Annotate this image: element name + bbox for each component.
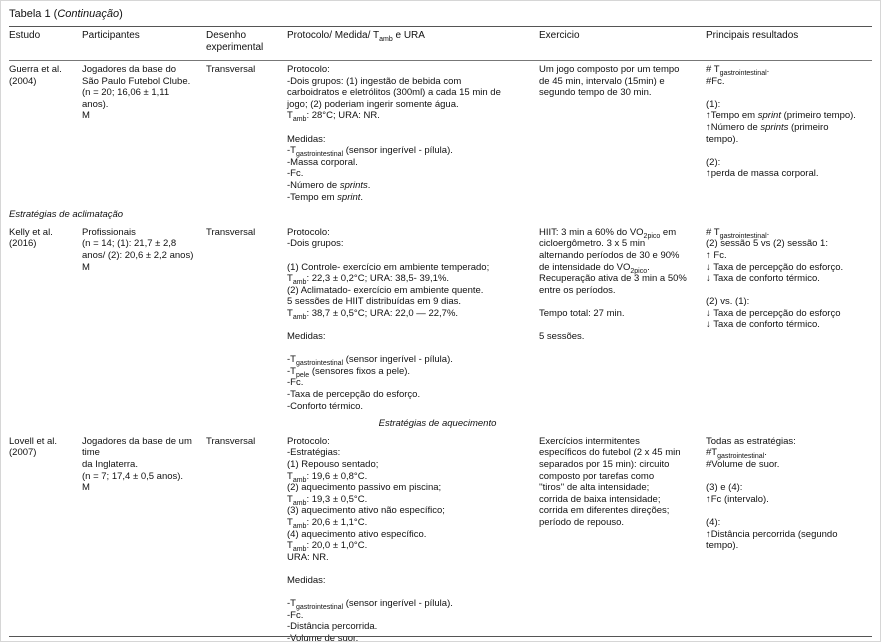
cell-line: $T_{amb}$: 20,6 ± 1,1°C. — [287, 516, 368, 530]
cell-line: anos/ (2): 20,6 ± 2,2 anos) — [82, 249, 194, 261]
cell-line — [287, 343, 533, 355]
cell-line: (2): — [706, 156, 721, 168]
cell-line: Jogadores da base do — [82, 64, 177, 75]
cell-line: $T_{amb}$: 19,6 ± 0,8°C. — [287, 470, 368, 484]
table-body — [9, 61, 872, 642]
cell-resultados — [706, 224, 872, 416]
col-header-participantes: Participantes — [82, 27, 206, 61]
cell-line: tempo). — [706, 133, 739, 145]
col-header-protocolo-medida: Protocolo/ Medida/ $T_{amb}$ e URA — [287, 27, 539, 61]
cell-line: Lovell et al. — [9, 435, 58, 447]
cell-line: (3) aquecimento ativo não específico; — [287, 505, 445, 517]
cell-desenho — [206, 224, 287, 416]
cell-line: carboidratos e eletrólitos (300ml) a cada 15 min de — [287, 87, 501, 99]
cell-line: jogo; (2) poderiam ingerir somente água. — [287, 98, 459, 110]
cell-line: ''tiros'' de alta intensidade; — [539, 482, 650, 494]
cell-line: composto por tarefas como — [539, 470, 655, 482]
cell-desenho — [206, 433, 287, 642]
cell-line: -Massa corporal. — [287, 156, 358, 168]
table-bottom-rule — [9, 636, 872, 637]
cell-line: (2) Aclimatado- exercício em ambiente quente. — [287, 284, 484, 296]
cell-line: $-T_{gastrointestinal}$ (sensor ingerível - pílula). — [287, 145, 453, 159]
cell-line: corrida em diferentes direções; — [539, 505, 670, 517]
cell-line: ↑Distância percorrida (segundo — [706, 528, 838, 540]
cell-line: de 45 min, intervalo (15min) e — [539, 75, 665, 87]
col-header-exercicio: Exercicio — [539, 27, 706, 61]
cell-line: 5 sessões de HIIT distribuídas em 9 dias. — [287, 296, 462, 308]
cell-line — [287, 250, 533, 262]
cell-line — [539, 296, 700, 308]
cell-line: Recuperação ativa de 3 min a 50% — [539, 273, 687, 285]
cell-line: tempo). — [706, 540, 739, 552]
cell-line: $-T_{gastrointestinal}$ (sensor ingerível - pílula). — [287, 598, 453, 612]
cell-line: URA: NR. — [287, 551, 329, 563]
col-header-desenho-experimental: Desenho experimental — [206, 27, 287, 61]
table-row — [9, 61, 872, 207]
cell-resultados — [706, 61, 872, 207]
cell-line: Jogadores da base de um — [82, 435, 192, 447]
cell-exercicio — [539, 433, 706, 642]
cell-line: Transversal — [206, 435, 256, 447]
cell-estudo — [9, 61, 82, 207]
cell-line: (2) aquecimento passivo em piscina; — [287, 482, 442, 494]
cell-line: Protocolo: — [287, 226, 330, 238]
cell-line: $-T_{pele}$ (sensores fixos a pele). — [287, 365, 411, 379]
cell-line: Exercícios intermitentes — [539, 435, 640, 447]
cell-line: time — [82, 447, 100, 459]
cell-line: ↓ Taxa de percepção do esforço — [706, 307, 841, 319]
cell-line: (n = 20; 16,06 ± 1,11 — [82, 87, 170, 99]
col-header-principais-resultados: Principais resultados — [706, 27, 872, 61]
cell-line: Kelly et al. — [9, 226, 53, 238]
cell-line: -Fc. — [287, 609, 304, 621]
cell-line: -Fc. — [287, 377, 304, 389]
cell-estudo — [9, 433, 82, 642]
cell-line: (4) aquecimento ativo específico. — [287, 528, 427, 540]
cell-line: Tempo total: 27 min. — [539, 307, 625, 319]
cell-line: -Dois grupos: (1) ingestão de bebida com — [287, 75, 462, 87]
cell-line: São Paulo Futebol Clube. — [82, 75, 191, 87]
table-header — [9, 27, 872, 61]
cell-line: cicloergômetro. 3 x 5 min — [539, 238, 646, 250]
cell-line: segundo tempo de 30 min. — [539, 87, 652, 99]
cell-exercicio — [539, 61, 706, 207]
cell-line: Profissionais — [82, 226, 136, 238]
col-header-estudo: Estudo — [9, 27, 82, 61]
table-caption: Tabela 1 (Continuação) — [9, 8, 123, 20]
cell-protocolo — [287, 224, 539, 416]
cell-line — [706, 471, 866, 483]
cell-line: (1) Controle- exercício em ambiente temperado; — [287, 261, 490, 273]
cell-line: (2) sessão 5 vs (2) sessão 1: — [706, 238, 828, 250]
cell-line: entre os períodos. — [539, 284, 616, 296]
cell-line: #Fc. — [706, 75, 725, 87]
cell-line: Um jogo composto por um tempo — [539, 64, 680, 75]
cell-line — [539, 319, 700, 331]
cell-line: Medidas: — [287, 133, 326, 145]
cell-line: -Número de sprints. — [287, 179, 371, 191]
cell-line: separados por 15 min): circuito — [539, 459, 670, 470]
cell-line: ↑ Fc. — [706, 249, 727, 261]
cell-line: (2007) — [9, 447, 37, 459]
section-header-row — [9, 415, 872, 433]
cell-line: -Estratégias: — [287, 447, 341, 459]
cell-line: Todas as estratégias: — [706, 435, 796, 447]
cell-line: $\#T_{gastrointestinal}$. — [706, 447, 767, 461]
cell-line: ↓ Taxa de conforto térmico. — [706, 319, 820, 331]
cell-participantes — [82, 61, 206, 207]
study-table — [9, 26, 872, 642]
cell-desenho — [206, 61, 287, 207]
section-header: Estratégias de aquecimento — [378, 418, 497, 430]
cell-line — [287, 319, 533, 331]
cell-line: -Dois grupos: — [287, 238, 344, 250]
cell-line: $T_{amb}$: 22,3 ± 0,2°C; URA: 38,5- 39,1%. — [287, 273, 450, 286]
cell-line — [287, 122, 533, 134]
cell-line: Protocolo: — [287, 64, 330, 75]
cell-line: ↓ Taxa de percepção do esforço. — [706, 261, 844, 273]
cell-line: (n = 7; 17,4 ± 0,5 anos). — [82, 470, 184, 482]
cell-line: $-T_{gastrointestinal}$ (sensor ingerível - pílula). — [287, 354, 453, 368]
cell-line: ↑Fc (intervalo). — [706, 493, 769, 505]
cell-line: ↑Tempo em sprint (primeiro tempo). — [706, 110, 856, 122]
table-row — [9, 433, 872, 642]
cell-line: 5 sessões. — [539, 331, 585, 343]
cell-line: ↑perda de massa corporal. — [706, 168, 819, 180]
cell-line: (n = 14; (1): 21,7 ± 2,8 — [82, 238, 177, 250]
cell-line: HIIT: 3 min a 60% do $VO_{2pico}$ em — [539, 226, 677, 240]
cell-line: alternando períodos de 30 e 90% — [539, 249, 680, 261]
cell-line: Protocolo: — [287, 435, 330, 447]
cell-line: -Conforto térmico. — [287, 400, 364, 412]
cell-protocolo — [287, 433, 539, 642]
cell-line: período de repouso. — [539, 516, 625, 528]
cell-line: Transversal — [206, 226, 256, 238]
cell-line: $T_{amb}$: 38,7 ± 0,5°C; URA: 22,0 — 22,7%. — [287, 307, 459, 321]
cell-line: -Volume de suor. — [287, 632, 359, 642]
cell-line: anos). — [82, 98, 109, 110]
table-row — [9, 224, 872, 416]
cell-line: ↑Número de sprints (primeiro — [706, 121, 829, 133]
cell-line: -Taxa de percepção do esforço. — [287, 389, 421, 401]
cell-line: Transversal — [206, 64, 256, 75]
cell-line: -Tempo em sprint. — [287, 191, 364, 203]
cell-line: M — [82, 261, 90, 273]
cell-line: Guerra et al. — [9, 64, 62, 75]
cell-line: M — [82, 482, 90, 494]
cell-line — [706, 87, 866, 99]
cell-line — [706, 145, 866, 157]
cell-line: (1) Repouso sentado; — [287, 459, 379, 470]
cell-line: -Distância percorrida. — [287, 621, 378, 633]
cell-line: # $T_{gastrointestinal}$. — [706, 226, 770, 240]
cell-line: $T_{amb}$: 28°C; URA: NR. — [287, 110, 380, 124]
cell-line: ↓ Taxa de conforto térmico. — [706, 273, 820, 285]
header-row — [9, 27, 872, 61]
cell-line — [706, 505, 866, 517]
section-header: Estratégias de aclimatação — [9, 209, 124, 221]
cell-line: (1): — [706, 98, 721, 110]
cell-line: $T_{amb}$: 20,0 ± 1,0°C. — [287, 540, 368, 554]
cell-line: Medidas: — [287, 331, 326, 343]
section-header-row — [9, 206, 872, 224]
cell-line: (4): — [706, 516, 721, 528]
cell-line: corrida de baixa intensidade; — [539, 493, 661, 505]
cell-estudo — [9, 224, 82, 416]
cell-line: # $T_{gastrointestinal}$. — [706, 64, 770, 77]
cell-line: de intensidade do $VO_{2pico}$. — [539, 261, 650, 275]
cell-line: $T_{amb}$: 19,3 ± 0,5°C. — [287, 493, 368, 507]
cell-line: da Inglaterra. — [82, 459, 138, 470]
cell-resultados — [706, 433, 872, 642]
cell-participantes — [82, 433, 206, 642]
cell-exercicio — [539, 224, 706, 416]
cell-line: (2016) — [9, 238, 37, 250]
cell-line: (2) vs. (1): — [706, 296, 750, 308]
cell-line — [287, 587, 533, 599]
cell-line: (2004) — [9, 75, 37, 87]
cell-line: #Volume de suor. — [706, 459, 780, 470]
cell-line — [706, 285, 866, 297]
cell-line: (3) e (4): — [706, 482, 743, 494]
cell-protocolo — [287, 61, 539, 207]
cell-line: Medidas: — [287, 574, 326, 586]
cell-participantes — [82, 224, 206, 416]
cell-line: específicos do futebol (2 x 45 min — [539, 447, 681, 459]
cell-line — [287, 563, 533, 575]
cell-line: -Fc. — [287, 168, 304, 180]
cell-line: M — [82, 110, 90, 122]
